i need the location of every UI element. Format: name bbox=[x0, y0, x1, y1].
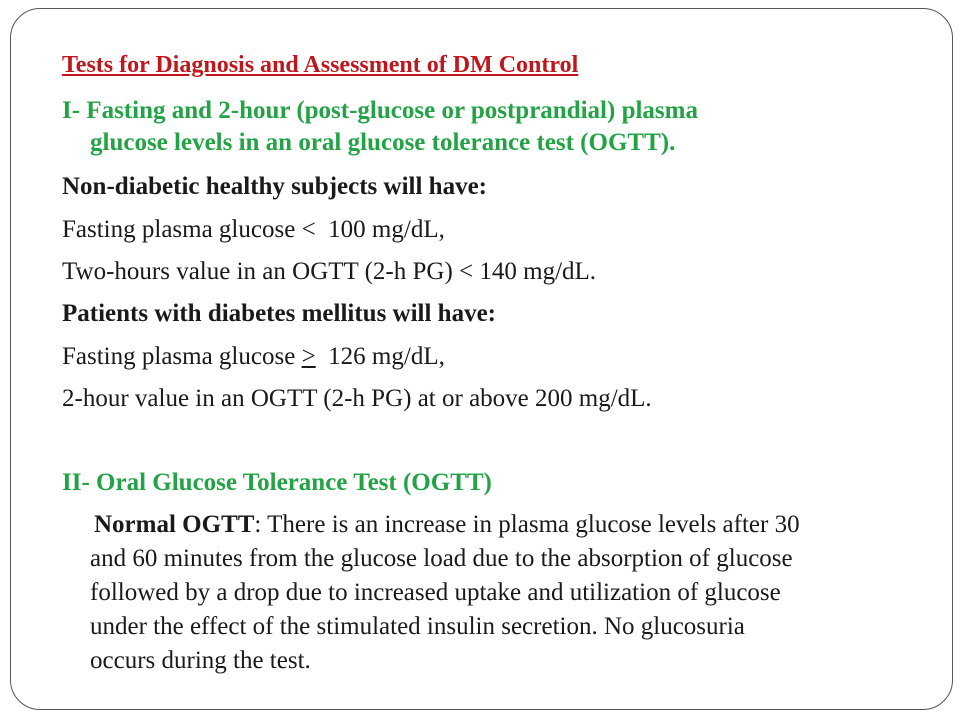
normal-ogtt-line4: under the effect of the stimulated insulin secretion. No glucosuria bbox=[90, 613, 745, 640]
section1-heading-line1: I- Fasting and 2-hour (post-glucose or postprandial) plasma bbox=[62, 97, 698, 124]
non-diabetic-fasting-value: 100 mg/dL, bbox=[315, 216, 445, 243]
section2-heading: II- Oral Glucose Tolerance Test (OGTT) bbox=[62, 469, 492, 496]
diabetic-fasting bbox=[62, 340, 445, 374]
section1-heading-line2: glucose levels in an oral glucose tolerance test (OGTT). bbox=[90, 129, 676, 156]
diabetic-heading: Patients with diabetes mellitus will have: bbox=[62, 300, 497, 327]
non-diabetic-fasting bbox=[62, 213, 445, 247]
greater-or-equal-symbol: > bbox=[301, 343, 316, 370]
normal-ogtt-line3: followed by a drop due to increased uptake and utilization of glucose bbox=[90, 579, 781, 606]
diabetic-fasting-value: 126 mg/dL, bbox=[315, 343, 445, 370]
non-diabetic-fasting-label: Fasting plasma glucose bbox=[62, 216, 302, 243]
diabetic-fasting-label: Fasting plasma glucose bbox=[62, 343, 302, 370]
non-diabetic-heading: Non-diabetic healthy subjects will have: bbox=[62, 173, 487, 200]
normal-ogtt-line1 bbox=[94, 508, 800, 542]
normal-ogtt-label: Normal OGTT bbox=[94, 511, 255, 538]
normal-ogtt-line2: and 60 minutes from the glucose load due to the absorption of glucose bbox=[90, 545, 793, 572]
slide-title: Tests for Diagnosis and Assessment of DM Control bbox=[62, 52, 579, 78]
non-diabetic-two-hour: Two-hours value in an OGTT (2-h PG) < 140 mg/dL. bbox=[62, 258, 597, 285]
normal-ogtt-line5: occurs during the test. bbox=[90, 647, 311, 674]
less-than-symbol: < bbox=[301, 216, 316, 243]
normal-ogtt-text1: : There is an increase in plasma glucose levels after 30 bbox=[254, 511, 800, 538]
diabetic-two-hour: 2-hour value in an OGTT (2-h PG) at or above 200 mg/dL. bbox=[62, 385, 652, 412]
